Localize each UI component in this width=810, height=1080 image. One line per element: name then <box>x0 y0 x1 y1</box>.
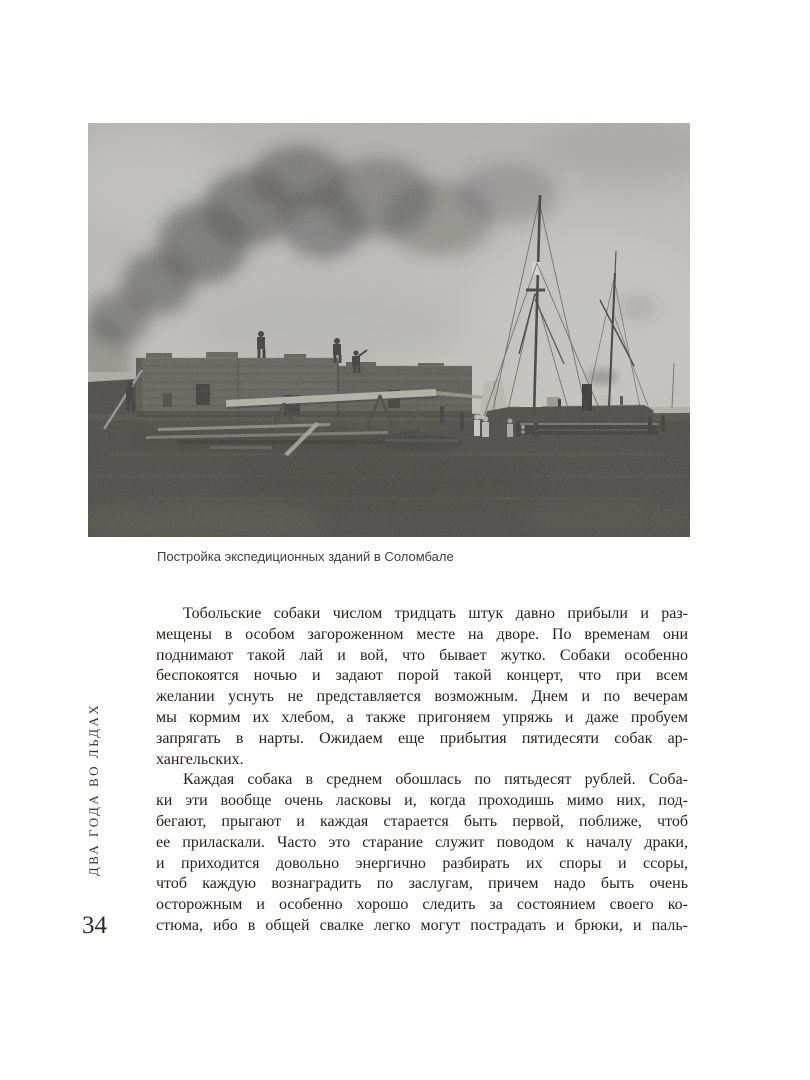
photo-caption: Постройка экспедиционных зданий в Соломбале <box>157 549 454 564</box>
text-line: беспокоятся ночью и задают порой такой концерт, что при всем <box>156 667 688 685</box>
page-number: 34 <box>82 912 107 939</box>
photo-illustration <box>88 123 690 537</box>
running-title: ДВА ГОДА ВО ЛЬДАХ <box>86 702 101 877</box>
text-line: бегают, прыгают и каждая старается быть первой, поближе, чтоб <box>156 812 688 830</box>
text-line: осторожным и особенно хорошо следить за состоянием своего ко- <box>156 896 688 914</box>
text-line: ки эти вообще очень ласковы и, когда проходишь мимо них, под- <box>156 792 688 810</box>
body-text <box>156 604 688 937</box>
text-line: хангельских. <box>156 750 244 768</box>
text-line: чтоб каждую вознаградить по заслугам, причем надо быть очень <box>156 875 688 893</box>
text-line: запрягать в нарты. Ожидаем еще прибытия пятидесяти собак ар- <box>156 729 688 747</box>
text-line: Тобольские собаки числом тридцать штук давно прибыли и раз- <box>183 605 688 622</box>
expedition-photo <box>88 123 690 537</box>
text-line: желании уснуть не представляется возможным. Днем и по вечерам <box>156 688 688 706</box>
text-line: Каждая собака в среднем обошлась по пятьдесят рублей. Соба- <box>183 771 688 789</box>
text-line: поднимают такой лай и вой, что бывает жутко. Собаки особенно <box>156 646 688 664</box>
text-line: и приходится довольно энергично разбирать их споры и ссоры, <box>156 854 688 872</box>
text-line: ее приласкали. Часто это старание служит поводом к началу драки, <box>156 833 688 851</box>
text-line: мы кормим их хлебом, а также пригоняем упряжь и даже пробуем <box>156 708 688 726</box>
text-line: мещены в особом загороженном месте на дворе. По временам они <box>156 625 688 643</box>
text-line: стюма, ибо в общей свалке легко могут пострадать и брюки, и паль- <box>156 916 688 934</box>
